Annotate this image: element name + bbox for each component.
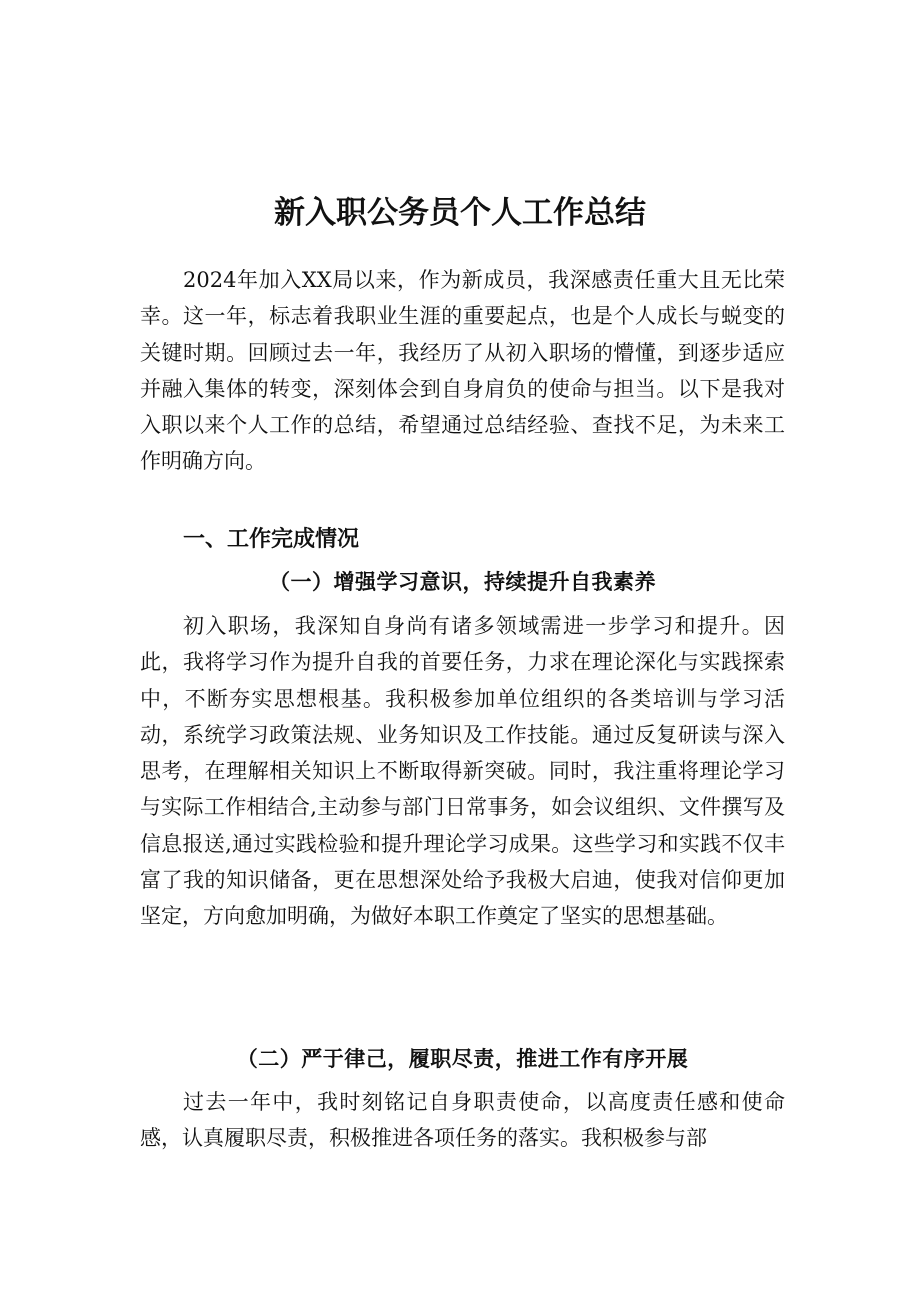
subsection-heading-duty: （二）严于律己，履职尽责，推进工作有序开展	[236, 1046, 689, 1071]
subsection-duty-paragraph: 过去一年中，我时刻铭记自身职责使命，以高度责任感和使命感，认真履职尽责，积极推进各项任务的落实。我积极参与部	[140, 1090, 785, 1151]
section-heading-work-completion: 一、工作完成情况	[183, 527, 360, 552]
document-title: 新入职公务员个人工作总结	[274, 194, 646, 231]
subsection-learning-paragraph: 初入职场，我深知自身尚有诸多领域需进一步学习和提升。因此，我将学习作为提升自我的首要任务，力求在理论深化与实践探索中，不断夯实思想根基。我积极参加单位组织的各类培训与学习活动，系统学习政策法规、业务知识及工作技能。通过反复研读与深入思考，在理解相关知识上不断取得新突破。同时，我注重将理论学习与实际工作相结合,主动参与部门日常事务，如会议组织、文件撰写及信息报送,通过实践检验和提升理论学习成果。这些学习和实践不仅丰富了我的知识储备，更在思想深处给予我极大启迪，使我对信仰更加坚定，方向愈加明确，为做好本职工作奠定了坚实的思想基础。	[140, 614, 785, 929]
subsection-heading-learning: （一）增强学习意识，持续提升自我素养	[269, 569, 656, 594]
intro-paragraph: 2024年加入XX局以来，作为新成员，我深感责任重大且无比荣幸。这一年，标志着我职业生涯的重要起点，也是个人成长与蜕变的关键时期。回顾过去一年，我经历了从初入职场的懵懂，到逐步适应并融入集体的转变，深刻体会到自身肩负的使命与担当。以下是我对入职以来个人工作的总结，希望通过总结经验、查找不足，为未来工作明确方向。	[140, 268, 785, 474]
